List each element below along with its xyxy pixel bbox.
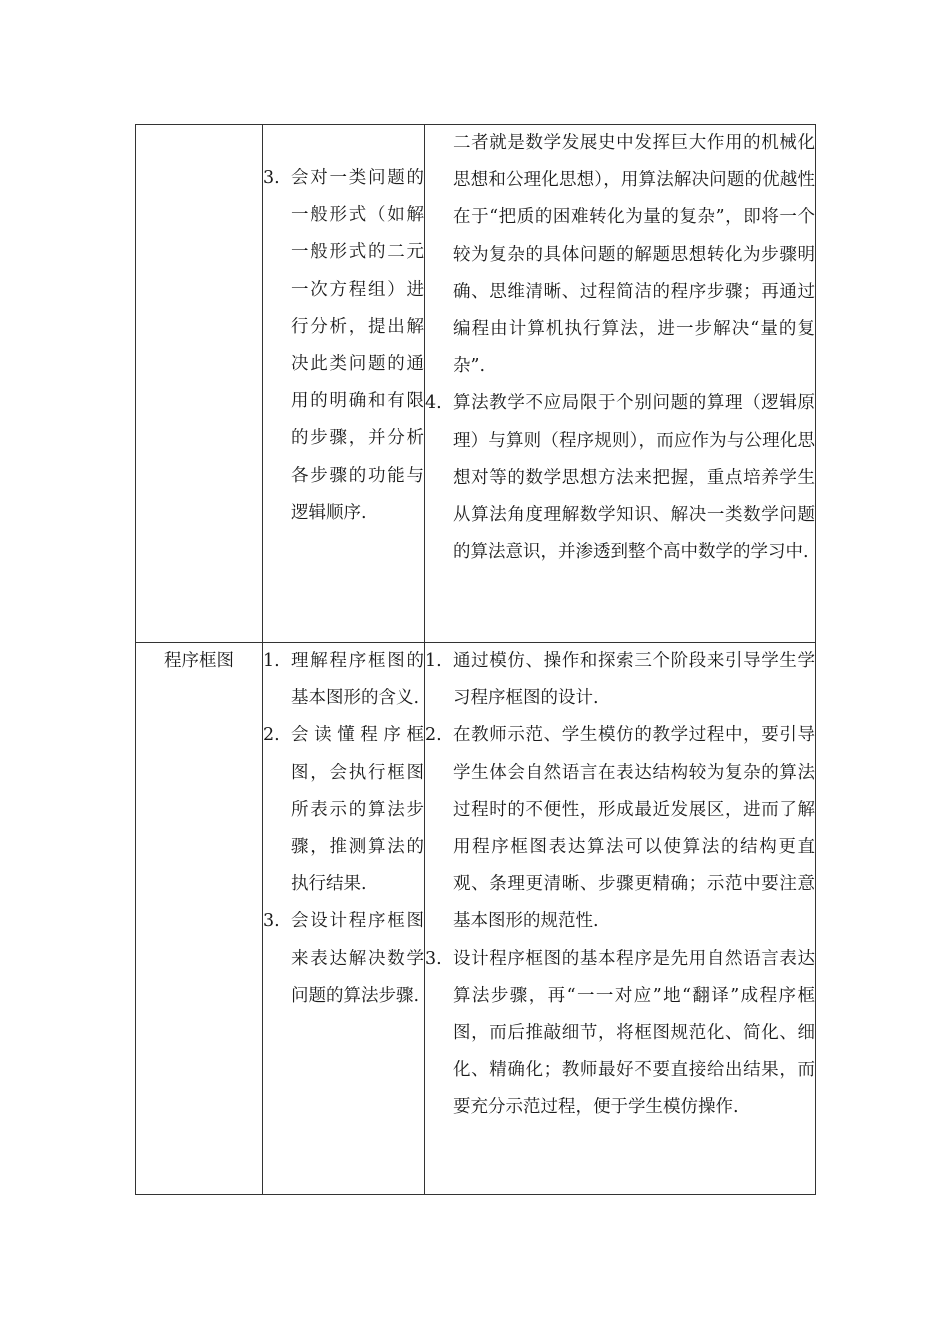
list-item [263, 717, 424, 903]
table-row [136, 125, 816, 643]
suggestions-cell [425, 643, 816, 1195]
list-item [263, 903, 424, 1015]
list-item [263, 160, 424, 532]
item-text: 会读懂程序框图，会执行框图所表示的算法步骤，推测算法的执行结果. [291, 725, 424, 895]
item-number: 1. [263, 651, 280, 671]
list-item [425, 385, 815, 571]
item-number: 1. [425, 651, 442, 671]
topic-cell [136, 125, 263, 643]
item-text: 理解程序框图的基本图形的含义. [291, 651, 424, 709]
list-item [425, 717, 815, 940]
suggestions-cell [425, 125, 816, 643]
requirements-cell [263, 125, 425, 643]
list-item [425, 643, 815, 717]
item-number: 4. [425, 393, 442, 414]
item-number: 3. [263, 911, 280, 932]
list-item [425, 941, 815, 1127]
item-text: 算法教学不应局限于个别问题的算理（逻辑原理）与算则（程序规则），而应作为与公理化思想对等的数学思想方法来把握，重点培养学生从算法角度理解数学知识、解决一类数学问题的算法意识，并渗透到整个高中数学的学习中. [453, 393, 815, 563]
item-text: 通过模仿、操作和探索三个阶段来引导学生学习程序框图的设计. [453, 651, 815, 709]
list-item [263, 643, 424, 717]
requirements-cell [263, 643, 425, 1195]
curriculum-table [135, 124, 816, 1195]
item-text: 会设计程序框图来表达解决数学问题的算法步骤. [291, 911, 424, 1006]
item-text: 设计程序框图的基本程序是先用自然语言表达算法步骤，再“一一对应”地“翻译”成程序框图，而后推敲细节，将框图规范化、简化、细化、精确化；教师最好不要直接给出结果，而要充分示范过程，便于学生模仿操作. [453, 948, 815, 1118]
continued-text: 二者就是数学发展史中发挥巨大作用的机械化思想和公理化思想），用算法解决问题的优越性在于“把质的困难转化为量的复杂”，即将一个较为复杂的具体问题的解题思想转化为步骤明确、思维清晰、过程简洁的程序步骤；再通过编程由计算机执行算法，进一步解决“量的复杂”. [453, 133, 815, 377]
topic-label: 程序框图 [164, 651, 234, 671]
item-number: 2. [263, 725, 280, 746]
topic-cell [136, 643, 263, 1195]
item-number: 3. [425, 948, 442, 969]
table-row [136, 643, 816, 1195]
item-text: 会对一类问题的一般形式（如解一般形式的二元一次方程组）进行分析，提出解决此类问题的通用的明确和有限的步骤，并分析各步骤的功能与逻辑顺序. [291, 168, 424, 523]
item-number: 2. [425, 725, 442, 746]
item-text: 在教师示范、学生模仿的教学过程中，要引导学生体会自然语言在表达结构较为复杂的算法过程时的不便性，形成最近发展区，进而了解用程序框图表达算法可以使算法的结构更直观、条理更清晰、步骤更精确；示范中要注意基本图形的规范性. [453, 725, 815, 932]
item-number: 3. [263, 168, 280, 188]
